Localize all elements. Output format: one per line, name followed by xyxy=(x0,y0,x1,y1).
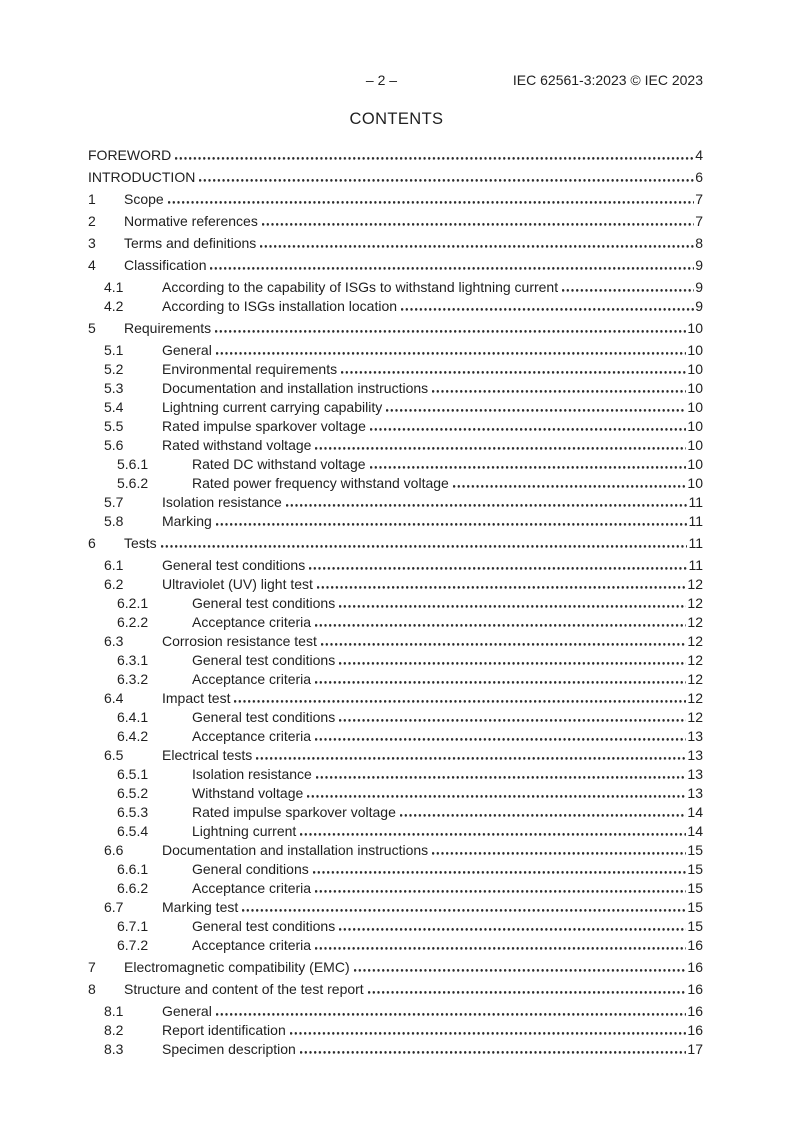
toc-entry-page: 10 xyxy=(687,475,703,491)
toc-entry-label: Acceptance criteria xyxy=(192,937,312,953)
toc-entry-label: Documentation and installation instructions xyxy=(162,842,429,858)
toc-dot-leader xyxy=(370,428,687,431)
toc-entry-page: 7 xyxy=(695,213,703,229)
toc-entry-label: Acceptance criteria xyxy=(192,728,312,744)
toc-entry-label: Impact test xyxy=(162,690,231,706)
toc-entry-label: Ultraviolet (UV) light test xyxy=(162,576,313,592)
toc-entry-number: 5.3 xyxy=(104,380,124,396)
toc-entry-label: Requirements xyxy=(124,320,212,336)
toc-entry-label: Rated impulse sparkover voltage xyxy=(192,804,396,820)
toc-entry-page: 10 xyxy=(687,399,703,415)
toc-entry-label: General xyxy=(162,342,212,358)
toc-dot-leader xyxy=(354,969,687,972)
toc-dot-leader xyxy=(161,545,688,548)
toc-dot-leader xyxy=(432,390,686,393)
toc-entry xyxy=(88,822,703,841)
toc-dot-leader xyxy=(315,447,686,450)
toc-entry-page: 8 xyxy=(695,235,703,251)
toc-dot-leader xyxy=(315,738,686,741)
toc-entry-number: 6.5.2 xyxy=(117,785,149,801)
toc-dot-leader xyxy=(562,289,694,292)
toc-entry-number: 2 xyxy=(88,213,96,229)
toc-entry xyxy=(88,341,703,360)
toc-entry-label: According to the capability of ISGs to withstand lightning current xyxy=(162,279,559,295)
toc-entry xyxy=(88,980,703,999)
toc-entry-page: 17 xyxy=(687,1041,703,1057)
toc-entry-label: Withstand voltage xyxy=(192,785,304,801)
toc-entry xyxy=(88,379,703,398)
toc-entry-page: 12 xyxy=(687,671,703,687)
toc-entry-label: General test conditions xyxy=(192,652,336,668)
toc-entry-label: General test conditions xyxy=(192,918,336,934)
toc-entry xyxy=(88,651,703,670)
toc-entry xyxy=(88,556,703,575)
toc-entry-number: 6.3.1 xyxy=(117,652,149,668)
toc-entry-page: 16 xyxy=(687,1022,703,1038)
toc-entry xyxy=(88,398,703,417)
toc-entry-label: Isolation resistance xyxy=(192,766,312,782)
toc-entry-number: 5.8 xyxy=(104,513,124,529)
toc-entry-page: 9 xyxy=(695,257,703,273)
toc-entry xyxy=(88,765,703,784)
toc-entry-label: Marking test xyxy=(162,899,239,915)
toc-dot-leader xyxy=(401,308,694,311)
toc-dot-leader xyxy=(199,179,694,182)
toc-entry-number: 4 xyxy=(88,257,96,273)
toc-entry-number: 7 xyxy=(88,959,96,975)
toc-entry xyxy=(88,784,703,803)
running-header xyxy=(0,72,793,90)
toc-entry xyxy=(88,898,703,917)
toc-entry-label: Tests xyxy=(124,535,157,551)
toc-dot-leader xyxy=(386,409,686,412)
toc-entry xyxy=(88,594,703,613)
toc-entry-label: General conditions xyxy=(192,861,309,877)
toc-entry-page: 12 xyxy=(687,709,703,725)
toc-entry-page: 12 xyxy=(687,576,703,592)
toc-entry xyxy=(88,256,703,275)
document-reference: IEC 62561-3:2023 © IEC 2023 xyxy=(512,72,703,88)
toc-entry-page: 13 xyxy=(687,728,703,744)
toc-dot-leader xyxy=(339,719,686,722)
toc-entry-label: Electrical tests xyxy=(162,747,253,763)
toc-entry-label: Isolation resistance xyxy=(162,494,282,510)
toc-entry-label: Lightning current xyxy=(192,823,297,839)
toc-entry xyxy=(88,803,703,822)
toc-dot-leader xyxy=(168,201,695,204)
toc-entry-page: 7 xyxy=(695,191,703,207)
toc-entry xyxy=(88,936,703,955)
toc-entry-label: Structure and content of the test report xyxy=(124,981,364,997)
toc-entry-number: 6.7.1 xyxy=(117,918,149,934)
toc-entry-number: 6 xyxy=(88,535,96,551)
toc-entry xyxy=(88,632,703,651)
toc-entry-label: Terms and definitions xyxy=(124,235,257,251)
toc-entry-page: 12 xyxy=(687,690,703,706)
toc-dot-leader xyxy=(300,833,686,836)
toc-entry-label: Corrosion resistance test xyxy=(162,633,317,649)
toc-entry-label: INTRODUCTION xyxy=(88,169,196,185)
toc-entry xyxy=(88,860,703,879)
toc-dot-leader xyxy=(432,852,686,855)
toc-dot-leader xyxy=(300,1051,687,1054)
toc-entry-number: 6.7 xyxy=(104,899,124,915)
toc-entry xyxy=(88,613,703,632)
toc-entry-number: 6.2.2 xyxy=(117,614,149,630)
toc-entry xyxy=(88,727,703,746)
toc-entry-number: 5.5 xyxy=(104,418,124,434)
toc-entry-page: 15 xyxy=(687,918,703,934)
toc-entry-page: 6 xyxy=(695,169,703,185)
toc-dot-leader xyxy=(216,1013,687,1016)
toc-entry-page: 10 xyxy=(687,320,703,336)
toc-entry xyxy=(88,360,703,379)
toc-dot-leader xyxy=(316,776,687,779)
toc-entry-label: Acceptance criteria xyxy=(192,671,312,687)
toc-entry-label: FOREWORD xyxy=(88,147,172,163)
toc-entry-number: 6.4.2 xyxy=(117,728,149,744)
toc-entry-number: 5.6.1 xyxy=(117,456,149,472)
toc-entry-page: 10 xyxy=(687,380,703,396)
toc-entry-number: 1 xyxy=(88,191,96,207)
toc-entry-page: 15 xyxy=(687,861,703,877)
toc-entry-number: 6.7.2 xyxy=(117,937,149,953)
toc-entry-page: 9 xyxy=(695,298,703,314)
toc-entry-page: 11 xyxy=(688,535,703,551)
toc-entry xyxy=(88,534,703,553)
toc-entry-page: 13 xyxy=(687,766,703,782)
toc-entry-number: 6.6 xyxy=(104,842,124,858)
toc-entry-label: Rated withstand voltage xyxy=(162,437,312,453)
toc-entry-number: 5.2 xyxy=(104,361,124,377)
toc-entry-page: 9 xyxy=(695,279,703,295)
toc-entry-page: 12 xyxy=(687,614,703,630)
toc-entry-page: 16 xyxy=(687,1003,703,1019)
toc-entry-label: According to ISGs installation location xyxy=(162,298,398,314)
toc-entry xyxy=(88,212,703,231)
toc-dot-leader xyxy=(216,352,687,355)
table-of-contents xyxy=(88,143,703,1059)
toc-entry xyxy=(88,958,703,977)
toc-entry-page: 10 xyxy=(687,456,703,472)
toc-entry-number: 5.1 xyxy=(104,342,124,358)
toc-entry-page: 14 xyxy=(687,804,703,820)
toc-entry-number: 6.1 xyxy=(104,557,124,573)
toc-entry xyxy=(88,689,703,708)
toc-entry-number: 6.6.1 xyxy=(117,861,149,877)
toc-entry-page: 4 xyxy=(695,147,703,163)
toc-dot-leader xyxy=(313,871,687,874)
toc-entry-number: 6.2.1 xyxy=(117,595,149,611)
toc-entry xyxy=(88,575,703,594)
toc-entry-label: Specimen description xyxy=(162,1041,296,1057)
toc-dot-leader xyxy=(210,267,694,270)
toc-entry xyxy=(88,917,703,936)
toc-dot-leader xyxy=(290,1032,687,1035)
toc-dot-leader xyxy=(368,991,687,994)
toc-entry xyxy=(88,841,703,860)
toc-entry-number: 6.5 xyxy=(104,747,124,763)
toc-dot-leader xyxy=(400,814,687,817)
toc-entry-number: 8.1 xyxy=(104,1003,124,1019)
toc-entry-number: 8.2 xyxy=(104,1022,124,1038)
toc-dot-leader xyxy=(260,245,694,248)
toc-entry-label: Report identification xyxy=(162,1022,286,1038)
toc-entry-page: 12 xyxy=(687,595,703,611)
toc-entry-label: Marking xyxy=(162,513,212,529)
toc-dot-leader xyxy=(307,795,686,798)
toc-entry-number: 8 xyxy=(88,981,96,997)
toc-dot-leader xyxy=(341,371,686,374)
toc-entry xyxy=(88,670,703,689)
toc-entry-page: 11 xyxy=(688,494,703,510)
toc-entry xyxy=(88,1021,703,1040)
toc-entry xyxy=(88,417,703,436)
toc-entry xyxy=(88,512,703,531)
toc-entry-number: 6.5.1 xyxy=(117,766,149,782)
toc-entry xyxy=(88,297,703,316)
toc-entry-number: 5.6.2 xyxy=(117,475,149,491)
toc-entry-page: 10 xyxy=(687,361,703,377)
toc-entry-page: 10 xyxy=(687,342,703,358)
toc-entry xyxy=(88,234,703,253)
toc-entry xyxy=(88,493,703,512)
toc-entry-page: 15 xyxy=(687,842,703,858)
toc-dot-leader xyxy=(317,586,686,589)
toc-dot-leader xyxy=(262,223,694,226)
toc-entry xyxy=(88,190,703,209)
toc-dot-leader xyxy=(315,681,686,684)
toc-entry-number: 6.4.1 xyxy=(117,709,149,725)
toc-entry-page: 15 xyxy=(687,899,703,915)
toc-dot-leader xyxy=(175,157,694,160)
toc-entry-page: 16 xyxy=(687,959,703,975)
toc-entry xyxy=(88,474,703,493)
toc-entry-number: 5.6 xyxy=(104,437,124,453)
toc-entry xyxy=(88,746,703,765)
toc-entry-label: Lightning current carrying capability xyxy=(162,399,383,415)
toc-entry-label: General xyxy=(162,1003,212,1019)
toc-entry-label: Electromagnetic compatibility (EMC) xyxy=(124,959,350,975)
toc-entry xyxy=(88,455,703,474)
toc-dot-leader xyxy=(315,947,686,950)
toc-dot-leader xyxy=(315,624,686,627)
toc-entry-page: 13 xyxy=(687,785,703,801)
toc-dot-leader xyxy=(215,330,686,333)
toc-dot-leader xyxy=(309,567,687,570)
toc-entry xyxy=(88,1040,703,1059)
toc-entry-label: Scope xyxy=(124,191,164,207)
toc-entry-number: 4.2 xyxy=(104,298,124,314)
toc-entry-page: 12 xyxy=(687,633,703,649)
toc-entry-number: 6.2 xyxy=(104,576,124,592)
toc-dot-leader xyxy=(339,605,686,608)
toc-entry-label: Environmental requirements xyxy=(162,361,338,377)
toc-dot-leader xyxy=(370,466,687,469)
toc-dot-leader xyxy=(216,523,688,526)
toc-entry xyxy=(88,436,703,455)
toc-dot-leader xyxy=(256,757,686,760)
toc-entry-label: Rated power frequency withstand voltage xyxy=(192,475,449,491)
toc-dot-leader xyxy=(339,662,686,665)
toc-entry-page: 14 xyxy=(687,823,703,839)
toc-entry-number: 6.4 xyxy=(104,690,124,706)
toc-entry-label: General test conditions xyxy=(162,557,306,573)
toc-entry-number: 8.3 xyxy=(104,1041,124,1057)
toc-entry-label: Classification xyxy=(124,257,207,273)
contents-title: CONTENTS xyxy=(349,110,444,128)
toc-dot-leader xyxy=(286,504,688,507)
toc-dot-leader xyxy=(315,890,686,893)
toc-entry-page: 16 xyxy=(687,937,703,953)
toc-entry-page: 12 xyxy=(687,652,703,668)
toc-entry xyxy=(88,319,703,338)
toc-entry xyxy=(88,879,703,898)
toc-entry-label: Acceptance criteria xyxy=(192,614,312,630)
toc-entry-label: Rated DC withstand voltage xyxy=(192,456,366,472)
toc-entry xyxy=(88,708,703,727)
toc-entry-label: General test conditions xyxy=(192,709,336,725)
toc-entry-page: 11 xyxy=(688,513,703,529)
toc-entry xyxy=(88,146,703,165)
toc-dot-leader xyxy=(242,909,686,912)
toc-entry-number: 3 xyxy=(88,235,96,251)
toc-dot-leader xyxy=(321,643,687,646)
toc-entry-page: 10 xyxy=(687,418,703,434)
toc-entry-number: 4.1 xyxy=(104,279,124,295)
toc-entry-number: 6.5.4 xyxy=(117,823,149,839)
toc-entry-number: 5 xyxy=(88,320,96,336)
toc-entry-page: 11 xyxy=(688,557,703,573)
toc-entry-number: 6.5.3 xyxy=(117,804,149,820)
toc-entry xyxy=(88,278,703,297)
toc-dot-leader xyxy=(234,700,686,703)
toc-entry-number: 6.3 xyxy=(104,633,124,649)
toc-entry xyxy=(88,168,703,187)
toc-entry-number: 6.3.2 xyxy=(117,671,149,687)
toc-entry-page: 16 xyxy=(687,981,703,997)
toc-dot-leader xyxy=(339,928,686,931)
toc-entry-number: 5.7 xyxy=(104,494,124,510)
toc-entry-label: General test conditions xyxy=(192,595,336,611)
page-number-header: – 2 – xyxy=(365,72,398,88)
toc-entry-page: 15 xyxy=(687,880,703,896)
toc-entry-page: 10 xyxy=(687,437,703,453)
toc-entry-label: Documentation and installation instructions xyxy=(162,380,429,396)
toc-entry-number: 6.6.2 xyxy=(117,880,149,896)
toc-entry-page: 13 xyxy=(687,747,703,763)
toc-entry-label: Normative references xyxy=(124,213,258,229)
toc-entry xyxy=(88,1002,703,1021)
toc-entry-number: 5.4 xyxy=(104,399,124,415)
toc-dot-leader xyxy=(453,485,687,488)
toc-entry-label: Acceptance criteria xyxy=(192,880,312,896)
toc-entry-label: Rated impulse sparkover voltage xyxy=(162,418,366,434)
